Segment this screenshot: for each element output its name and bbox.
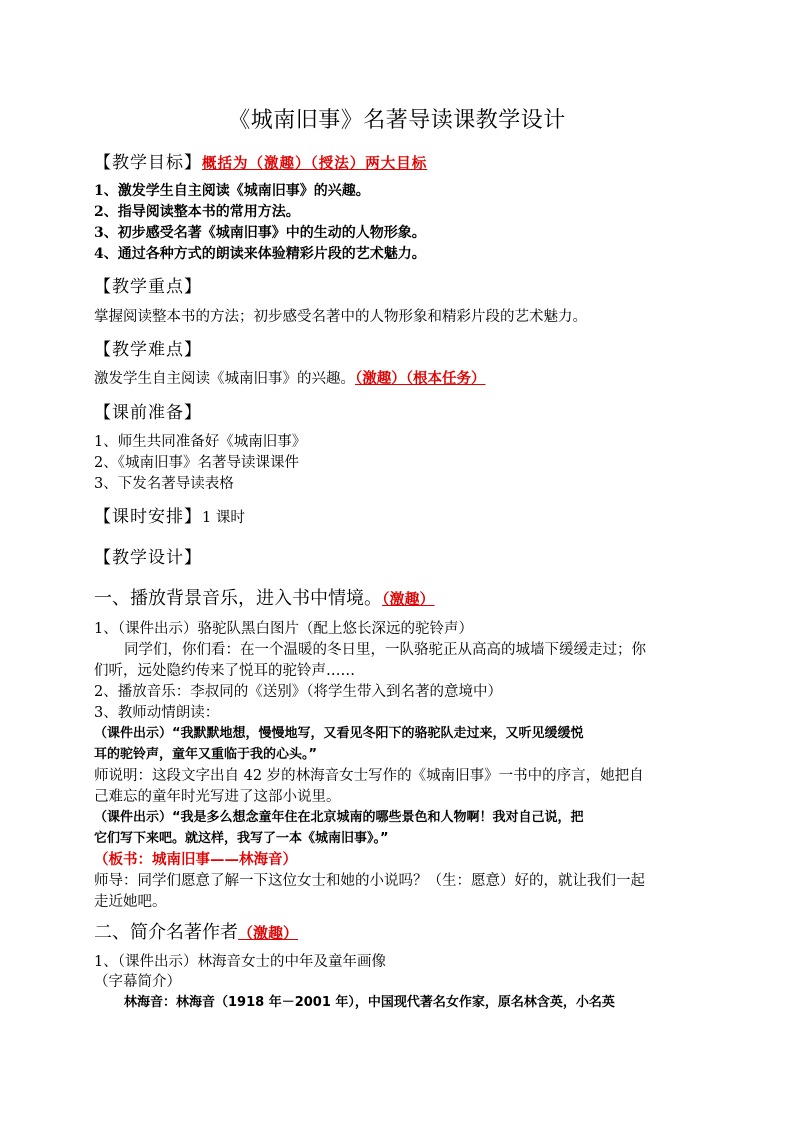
goals-section [94,148,427,173]
difficulties-note: （激趣）（根本任务） [355,370,486,387]
part1-heading: 一、播放背景音乐，进入书中情境。 [94,588,382,609]
goals-header: 【教学目标】 [94,153,202,173]
part1-line: 们听，远处隐约传来了悦耳的驼铃声…… [94,663,355,679]
part1-quote-line: 耳的驼铃声，童年又重临于我的心头。” [94,747,318,762]
goal-item: 4、通过各种方式的朗读来体验精彩片段的艺术魅力。 [94,246,426,262]
part1-line: 3、教师动情朗读： [94,705,220,721]
part2-note: （激趣） [238,924,299,942]
preparation-header: 【课前准备】 [94,403,202,423]
design-header: 【教学设计】 [94,548,202,568]
part1-board-note: （板书：城南旧事——林海音） [94,851,297,868]
schedule-section [94,502,245,527]
preparation-item: 3、下发名著导读表格 [94,476,234,492]
part2-line: 林海音：林海音（1918 年－2001 年），中国现代著名女作家，原名林含英，小名英 [124,995,615,1010]
part1-quote-line: （课件出示）“我默默地想，慢慢地写，又看见冬阳下的骆驼队走过来，又听见缓缓悦 [94,726,584,741]
preparation-item: 1、师生共同准备好《城南旧事》 [94,434,307,450]
part1-line: 师导：同学们愿意了解一下这位女士和她的小说吗？（生：愿意）好的，就让我们一起 [94,873,645,889]
part1-line: 1、（课件出示）骆驼队黑白图片（配上悠长深远的驼铃声） [94,621,473,637]
goals-note: 概括为（激趣）（授法）两大目标 [202,155,428,172]
part1-quote-line: （课件出示）“我是多么想念童年住在北京城南的哪些景色和人物啊！我对自己说，把 [94,810,584,825]
key-points-text: 掌握阅读整本书的方法；初步感受名著中的人物形象和精彩片段的艺术魅力。 [94,309,587,325]
preparation-item: 2、《城南旧事》名著导读课课件 [94,455,299,471]
part2-line: 1、（课件出示）林海音女士的中年及童年画像 [94,954,386,970]
part1-line: 2、播放音乐：李叔同的《送别》（将学生带入到名著的意境中） [94,684,502,700]
part2-heading: 二、简介名著作者 [94,922,238,943]
page-title: 《城南旧事》名著导读课教学设计 [228,108,566,133]
part2-heading-line [94,918,298,944]
part1-line: 同学们，你们看：在一个温暖的冬日里，一队骆驼正从高高的城墙下缓缓走过；你 [124,642,646,658]
part1-line: 己难忘的童年时光写进了这部小说里。 [94,789,341,805]
difficulties-text: 激发学生自主阅读《城南旧事》的兴趣。 [94,371,355,387]
part2-line: （字幕简介） [94,974,181,990]
part1-quote-line: 它们写下来吧。就这样，我写了一本《城南旧事》。” [94,831,389,846]
goal-item: 1、激发学生自主阅读《城南旧事》的兴趣。 [94,183,370,199]
part1-heading-line [94,584,435,610]
part1-line: 师说明：这段文字出自 42 岁的林海音女士写作的《城南旧事》一书中的序言，她把自 [94,768,644,784]
schedule-header: 【课时安排】 [94,507,202,527]
part1-note: （激趣） [382,590,435,608]
part1-line: 走近她吧。 [94,894,167,910]
difficulties-line [94,367,486,388]
key-points-header: 【教学重点】 [94,277,202,297]
schedule-value: 1 课时 [202,510,245,526]
difficulties-header: 【教学难点】 [94,340,202,360]
goal-item: 2、指导阅读整本书的常用方法。 [94,204,300,220]
goal-item: 3、初步感受名著《城南旧事》中的生动的人物形象。 [94,225,426,241]
